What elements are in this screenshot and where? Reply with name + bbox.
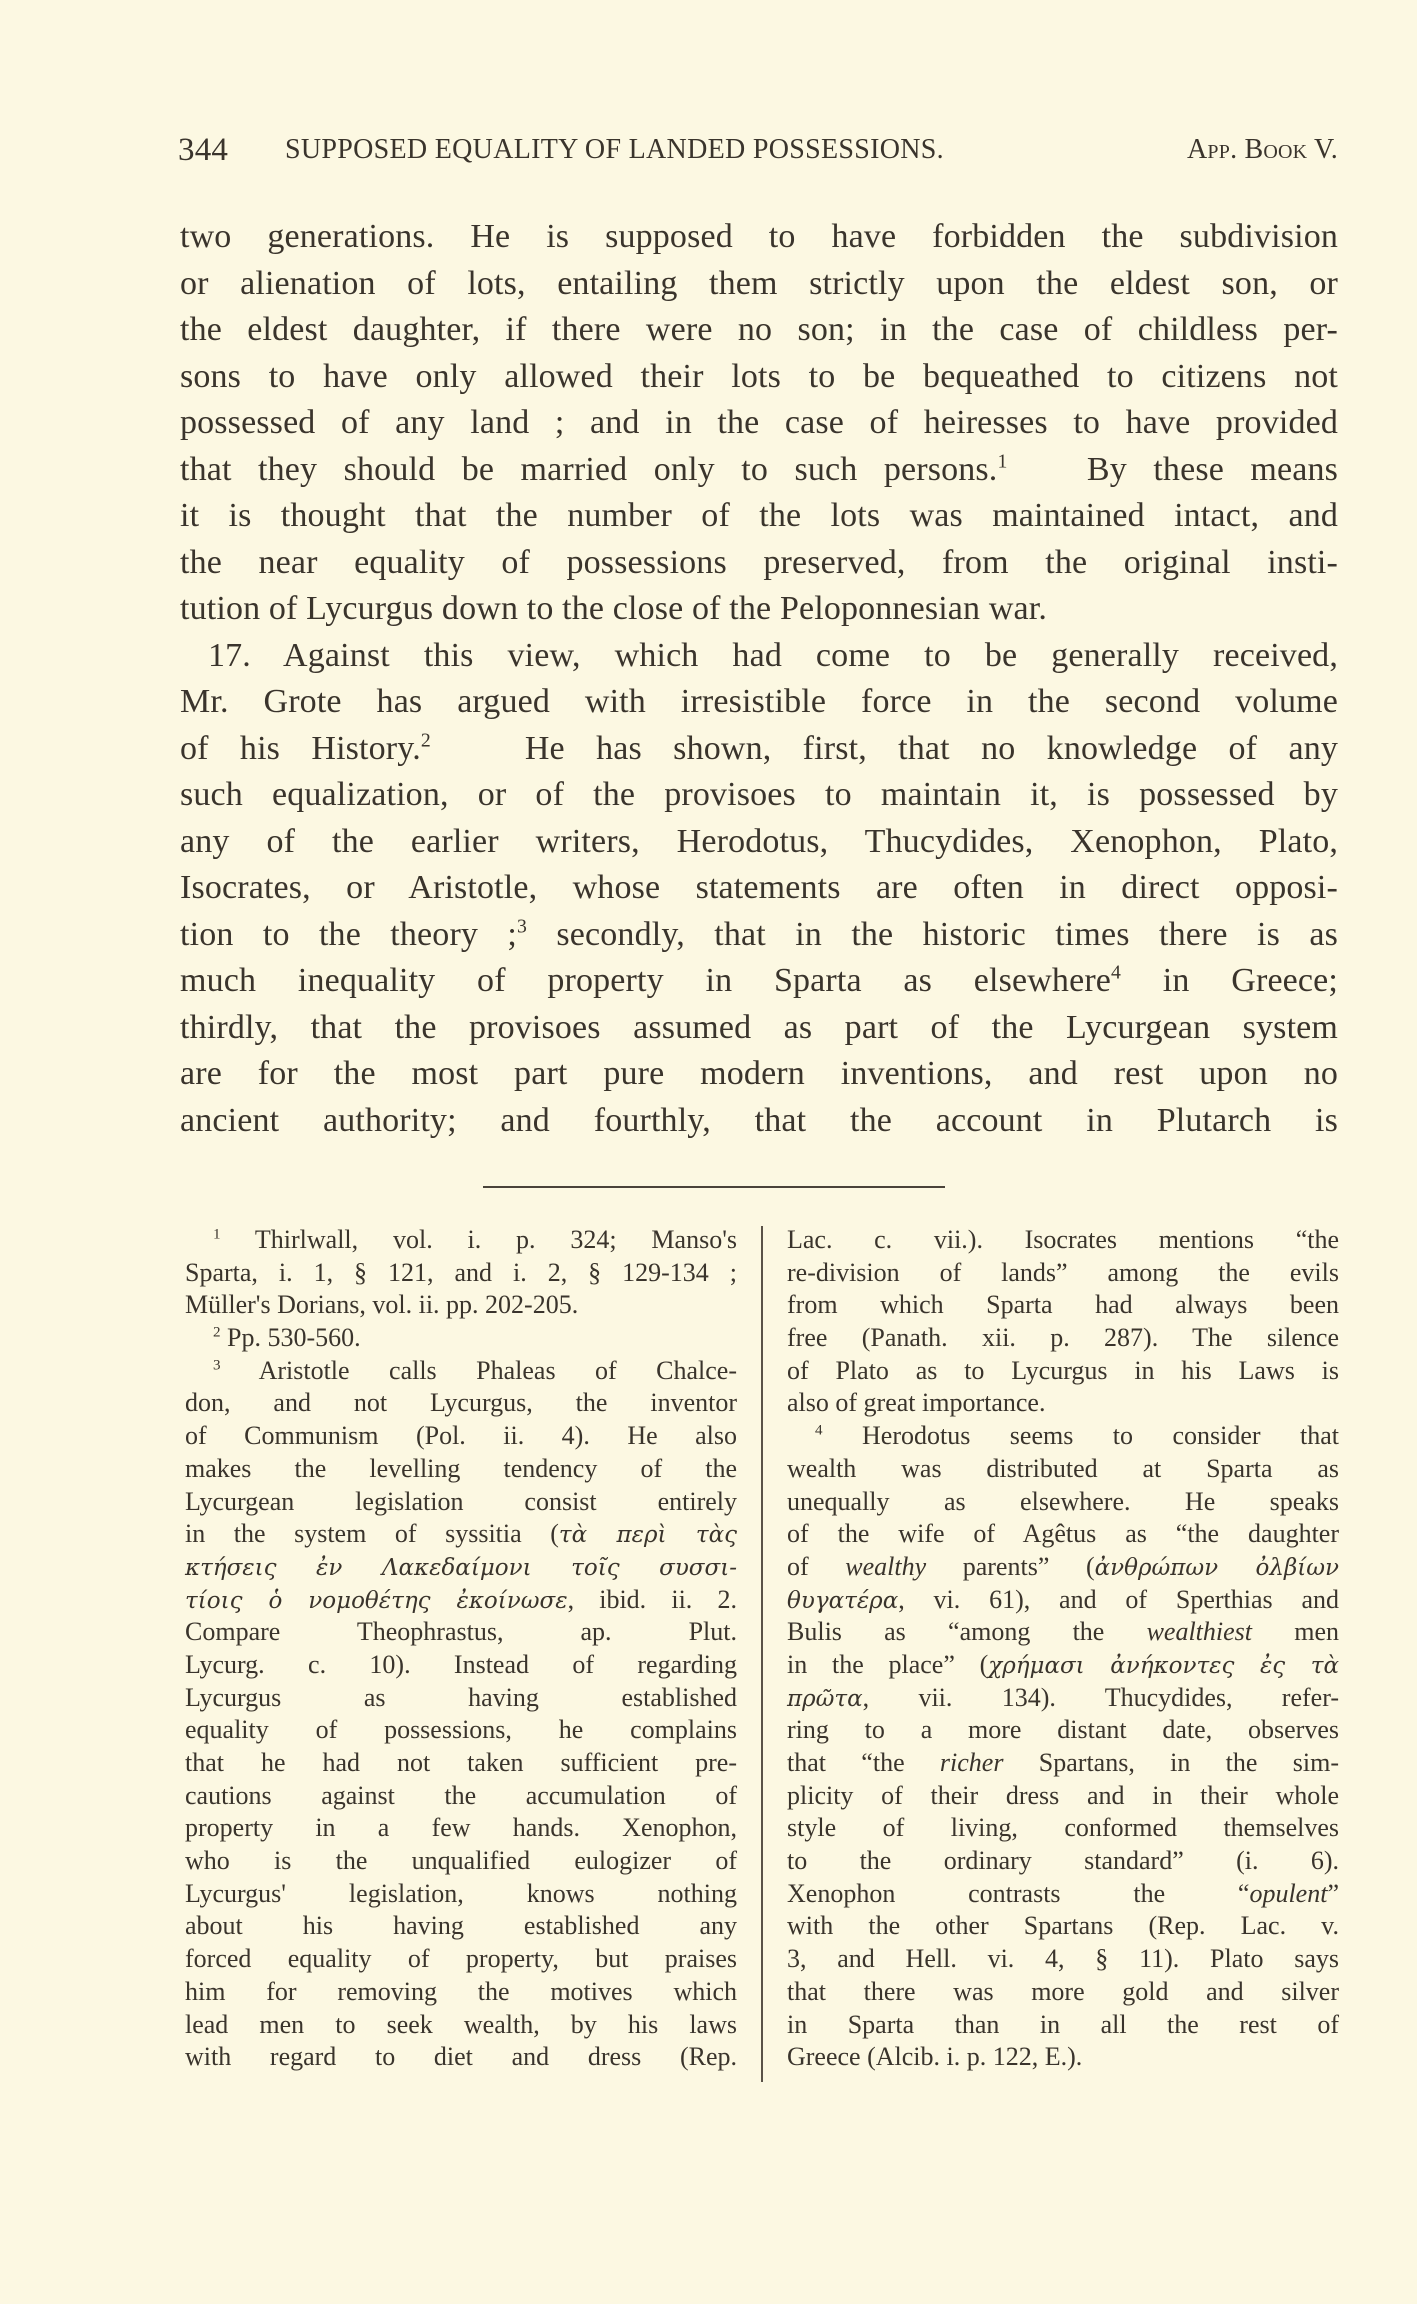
greek-text: χρήμασι ἀνήκοντες ἐς τὰ xyxy=(988,1652,1339,1679)
footnote-line: him for removing the motives which xyxy=(185,1976,737,2006)
text-line: are for the most part pure modern inventions, and rest upon no xyxy=(180,1055,1338,1092)
footnote-line: that there was more gold and silver xyxy=(787,1976,1339,2006)
footnote-ref-2[interactable]: 2 xyxy=(420,729,431,752)
text-line: it is thought that the number of the lots was maintained intact, and xyxy=(180,497,1338,534)
footnote-line: Lycurgus' legislation, knows nothing xyxy=(185,1878,737,1908)
running-title: SUPPOSED EQUALITY OF LANDED POSSESSIONS. xyxy=(285,134,944,165)
footnote-line: Lycurg. c. 10). Instead of regarding xyxy=(185,1649,737,1679)
footnote-line: Lycurgean legislation consist entirely xyxy=(185,1486,737,1516)
footnote-line: 3, and Hell. vi. 4, § 11). Plato says xyxy=(787,1944,1339,1974)
page-number: 344 xyxy=(178,132,229,168)
footnotes-right-column xyxy=(787,1224,1339,2074)
footnote-line: Greece (Alcib. i. p. 122, E.). xyxy=(787,2042,1083,2072)
footnote-line: cautions against the accumulation of xyxy=(185,1780,737,1810)
footnote-line: ring to a more distant date, observes xyxy=(787,1715,1339,1745)
italic-text: wealthy xyxy=(845,1551,927,1581)
text-line: tution of Lycurgus down to the close of the Peloponnesian war. xyxy=(180,590,1048,627)
text-line: sons to have only allowed their lots to be bequeathed to citizens not xyxy=(180,357,1338,395)
footnote-line: style of living, conformed themselves xyxy=(787,1813,1339,1843)
greek-text: τὰ περὶ τὰς xyxy=(558,1522,737,1549)
text-line: Mr. Grote has argued with irresistible force in the second volume xyxy=(180,683,1338,720)
footnote-line: free (Panath. xii. p. 287). The silence xyxy=(787,1323,1339,1353)
book-reference: App. Book V. xyxy=(1187,134,1338,165)
text-line: of his History.$^2$ He has shown, first, that no knowledge of any xyxy=(180,729,1338,767)
text-line: two generations. He is supposed to have forbidden the subdivision xyxy=(180,218,1338,255)
running-header xyxy=(178,128,1338,172)
footnote-line: unequally as elsewhere. He speaks xyxy=(787,1486,1339,1516)
footnote-line: of Communism (Pol. ii. 4). He also xyxy=(185,1421,737,1451)
footnote-line: also of great importance. xyxy=(787,1388,1046,1418)
footnote-line: to the ordinary standard” (i. 6). xyxy=(787,1846,1339,1876)
text-line: ancient authority; and fourthly, that the account in Plutarch is xyxy=(180,1101,1338,1139)
footnote-line: in the system of syssitia (τὰ περὶ τὰς xyxy=(185,1519,737,1549)
footnote-ref-1[interactable]: 1 xyxy=(997,450,1008,473)
italic-text: wealthiest xyxy=(1146,1617,1252,1647)
footnote-line: that “the richer Spartans, in the sim- xyxy=(787,1748,1339,1777)
footnote-line: πρῶτα, vii. 134). Thucydides, refer- xyxy=(787,1682,1339,1712)
text-line: or alienation of lots, entailing them strictly upon the eldest son, or xyxy=(180,264,1338,302)
footnote-line: with the other Spartans (Rep. Lac. v. xyxy=(787,1911,1339,1941)
footnote-line: makes the levelling tendency of the xyxy=(185,1453,737,1483)
footnote-line: re-division of lands” among the evils xyxy=(787,1257,1339,1287)
text-line: Isocrates, or Aristotle, whose statements are often in direct opposi- xyxy=(180,869,1338,906)
footnote-line: about his having established any xyxy=(185,1911,737,1941)
footnote-3: $^3$ Aristotle calls Phaleas of Chalce- xyxy=(213,1355,737,1385)
footnote-line: who is the unqualified eulogizer of xyxy=(185,1846,737,1876)
footnote-line: that he had not taken sufficient pre- xyxy=(185,1748,737,1777)
footnote-line: Lac. c. vii.). Isocrates mentions “the xyxy=(787,1225,1339,1254)
greek-text: θυγατέρα xyxy=(787,1587,899,1614)
text-line: the eldest daughter, if there were no son; in the case of childless per- xyxy=(180,311,1338,348)
footnote-line: in Sparta than in all the rest of xyxy=(787,2009,1339,2039)
footnote-line: Müller's Dorians, vol. ii. pp. 202-205. xyxy=(185,1290,579,1320)
text-line: such equalization, or of the provisoes to maintain it, is possessed by xyxy=(180,776,1338,813)
footnote-line: of the wife of Agêtus as “the daughter xyxy=(787,1519,1339,1549)
greek-text: πρῶτα xyxy=(787,1685,863,1712)
greek-text: κτήσεις ἐν Λακεδαίμονι τοῖς συσσι- xyxy=(185,1554,737,1581)
footnote-line xyxy=(185,1551,737,1584)
text-line: tion to the theory ;$^3$ secondly, that in the historic times there is as xyxy=(180,915,1338,953)
footnote-line: Lycurgus as having established xyxy=(185,1682,737,1712)
footnote-line: Sparta, i. 1, § 121, and i. 2, § 129-134 ; xyxy=(185,1257,737,1287)
footnote-ref-3[interactable]: 3 xyxy=(517,915,528,938)
footnote-line: Bulis as “among the wealthiest men xyxy=(787,1617,1339,1647)
text-line: thirdly, that the provisoes assumed as part of the Lycurgean system xyxy=(180,1008,1338,1046)
footnote-line: forced equality of property, but praises xyxy=(185,1944,737,1974)
footnote-line: wealth was distributed at Sparta as xyxy=(787,1453,1339,1483)
footnote-line: lead men to seek wealth, by his laws xyxy=(185,2009,737,2039)
footnote-line: Xenophon contrasts the “opulent” xyxy=(787,1878,1339,1908)
footnote-line: from which Sparta had always been xyxy=(787,1290,1339,1320)
main-text xyxy=(180,214,1338,1144)
footnote-4: $^4$ Herodotus seems to consider that xyxy=(815,1421,1340,1451)
footnote-line: property in a few hands. Xenophon, xyxy=(185,1813,737,1843)
footnote-1: $^1$ Thirlwall, vol. i. p. 324; Manso's xyxy=(213,1225,737,1254)
footnote-line: in the place” (χρήμασι ἀνήκοντες ἐς τὰ xyxy=(787,1649,1339,1679)
footnote-line: don, and not Lycurgus, the inventor xyxy=(185,1388,737,1418)
footnote-line: plicity of their dress and in their whole xyxy=(787,1780,1339,1810)
footnotes-left-column xyxy=(185,1224,737,2074)
footnote-line: with regard to diet and dress (Rep. xyxy=(185,2042,737,2072)
greek-text: τίοις ὁ νομοθέτης ἐκοίνωσε xyxy=(185,1587,568,1614)
text-line: much inequality of property in Sparta as elsewhere$^4$ in Greece; xyxy=(180,961,1338,999)
column-separator xyxy=(761,1226,763,2082)
footnote-line: of wealthy parents” (ἀνθρώπων ὀλβίων xyxy=(787,1551,1339,1581)
text-line: possessed of any land ; and in the case of heiresses to have provided xyxy=(180,404,1338,441)
footnote-line: θυγατέρα, vi. 61), and of Sperthias and xyxy=(787,1584,1339,1614)
footnote-line: τίοις ὁ νομοθέτης ἐκοίνωσε, ibid. ii. 2. xyxy=(185,1584,737,1614)
section-17-start: 17. Against this view, which had come to be generally received, xyxy=(208,636,1338,674)
text-line: any of the earlier writers, Herodotus, Thucydides, Xenophon, Plato, xyxy=(180,822,1338,860)
footnote-divider xyxy=(483,1186,945,1188)
italic-text: richer xyxy=(939,1748,1004,1777)
footnote-2: $^2$ Pp. 530-560. xyxy=(213,1323,361,1353)
text-line: that they should be married only to such persons.$^1$ By these means xyxy=(180,450,1339,488)
text-line: the near equality of possessions preserved, from the original insti- xyxy=(180,543,1338,581)
footnote-line: equality of possessions, he complains xyxy=(185,1715,737,1745)
footnote-line: Compare Theophrastus, ap. Plut. xyxy=(185,1617,737,1647)
italic-text: opulent xyxy=(1249,1878,1328,1908)
greek-text: ἀνθρώπων ὀλβίων xyxy=(1094,1554,1339,1581)
footnote-ref-4[interactable]: 4 xyxy=(1111,961,1122,984)
footnote-line: of Plato as to Lycurgus in his Laws is xyxy=(787,1355,1339,1385)
